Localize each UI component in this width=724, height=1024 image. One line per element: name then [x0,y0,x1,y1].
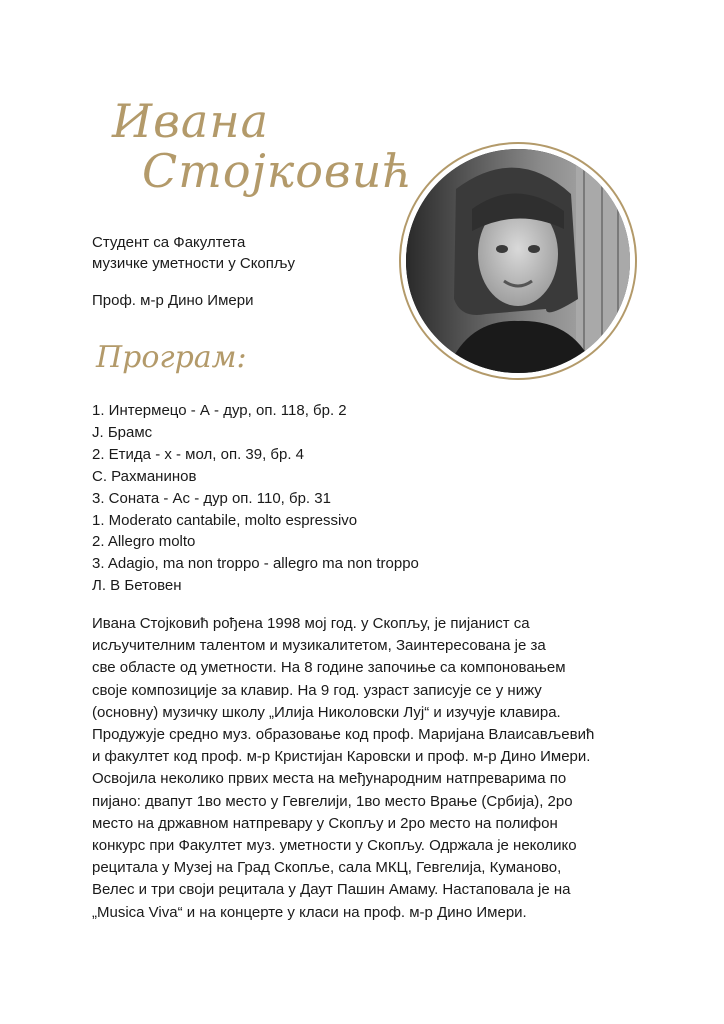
program-item: 2. Етида - х - мол, оп. 39, бр. 4 [92,445,305,463]
performer-last-name: Стојковић [142,144,413,198]
bio-line: Продужује средно муз. образовање код проф. Маријана Влаисављевић [92,726,595,744]
portrait-frame [399,142,637,380]
portrait-photo [406,149,630,373]
student-line-1: Студент са Факултета [92,234,246,251]
bio-line: све областе од уметности. На 8 године започиње са компоновањем [92,659,566,677]
bio-line: Освојила неколико првих места на међународним натпреварима по [92,770,567,788]
student-line-2: музичке уметности у Скопљу [92,255,295,272]
bio-line: Ивана Стојковић рођена 1998 мој год. у Скопљу, је пијанист са [92,615,530,632]
program-item: 1. Интермецо - А - дур, оп. 118, бр. 2 [92,402,347,419]
program-item: С. Рахманинов [92,467,197,485]
program-item: 2. Allegro molto [92,533,196,551]
performer-first-name: Ивана [112,94,270,148]
bio-line: исључителним талентом и музикалитетом, Заинтересована је за [92,637,546,655]
bio-line: пијано: двапут 1во место у Гевгелији, 1во место Врање (Србија), 2ро [92,792,573,810]
bio-line: (основну) музичку школу „Илија Николовски Луј“ и изучује клавира. [92,703,561,721]
program-list [92,400,419,597]
program-item: Ј. Брамс [92,423,153,441]
bio-line: место на државном натпревару у Скопљу и 2ро место на полифон [92,814,558,832]
professor-info: Проф. м-р Дино Имери [92,292,254,309]
program-heading: Програм: [96,340,247,375]
bio-line: рецитала у Музеј на Град Скопље, сала МКЦ, Гевгелија, Куманово, [92,859,562,877]
student-info [92,232,295,274]
bio-line: „Musica Viva“ и на концерте у класи на проф. м-р Дино Имери. [92,903,527,921]
performer-name [112,96,452,196]
program-item: 3. Соната - Ас - дур оп. 110, бр. 31 [92,489,331,507]
program-item: Л. В Бетовен [92,577,182,595]
biography [92,613,632,924]
bio-line: и факултет код проф. м-р Кристијан Каровски и проф. м-р Дино Имери. [92,748,591,766]
program-item: 1. Moderato cantabile, molto espressivo [92,511,358,529]
program-item: 3. Adagio, ma non troppo - allegro ma non troppo [92,555,419,573]
bio-line: своје композиције за клавир. На 9 год. узраст записује се у нижу [92,681,542,699]
bio-line: Велес и три своји рецитала у Даут Пашин Амаму. Настаповала је на [92,881,571,899]
bio-line: конкурс при Факултет муз. уметности у Скопљу. Одржала је неколико [92,837,577,855]
portrait-illustration [406,149,630,373]
